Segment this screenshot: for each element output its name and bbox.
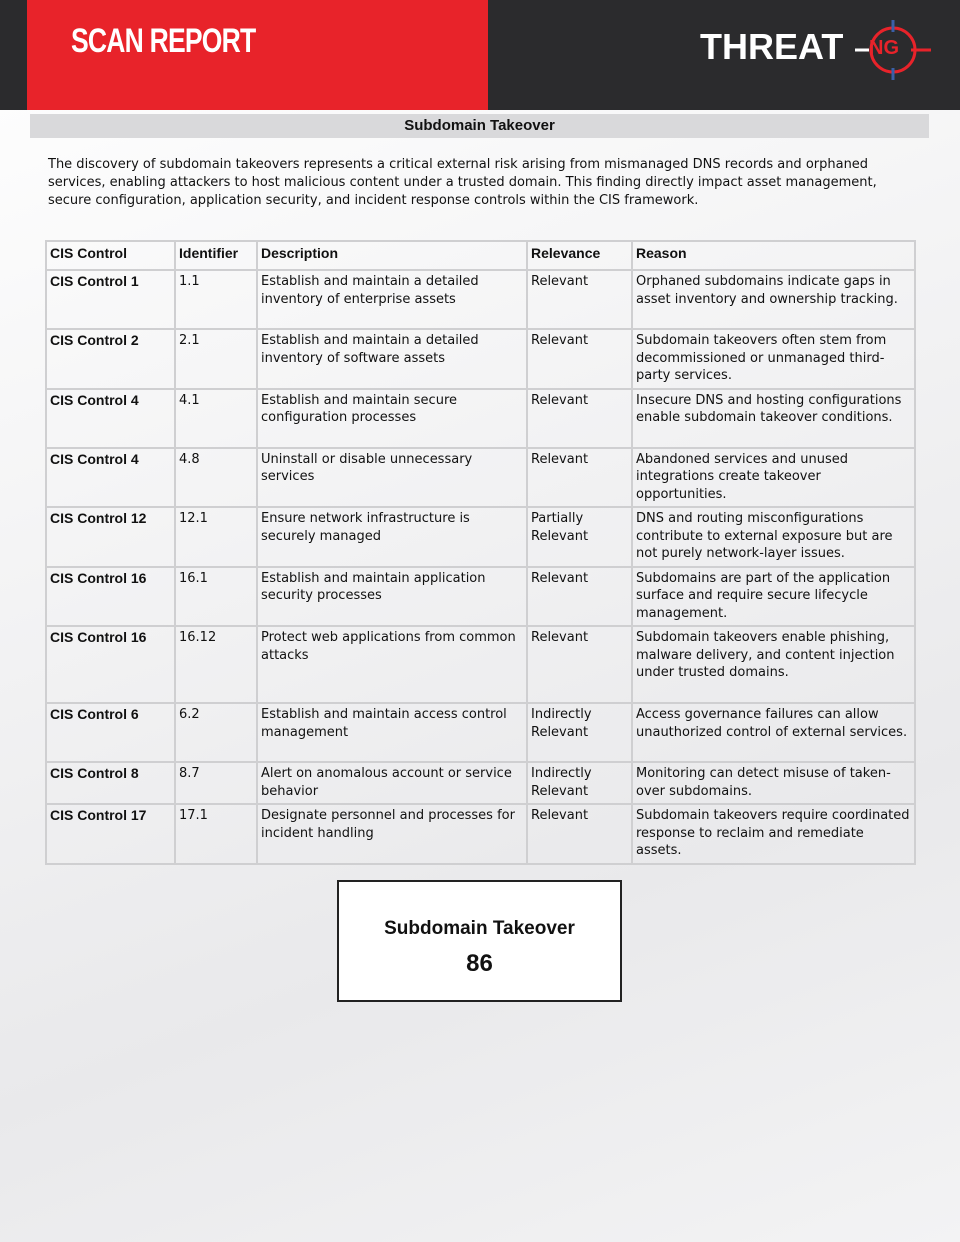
cell-control: CIS Control 16 bbox=[46, 626, 175, 703]
cell-reason: Subdomains are part of the application surface and require secure lifecycle management. bbox=[632, 567, 915, 627]
cell-relevance: Relevant bbox=[527, 448, 632, 508]
cell-description: Protect web applications from common attacks bbox=[257, 626, 527, 703]
cell-identifier: 16.1 bbox=[175, 567, 257, 627]
column-header-cis-control: CIS Control bbox=[46, 241, 175, 270]
cell-identifier: 1.1 bbox=[175, 270, 257, 329]
logo-ng: NG bbox=[869, 37, 899, 59]
cell-description: Establish and maintain a detailed inventory of software assets bbox=[257, 329, 527, 389]
section-title: Subdomain Takeover bbox=[30, 114, 929, 138]
logo-wordmark: THREAT bbox=[700, 26, 844, 67]
cell-identifier: 16.12 bbox=[175, 626, 257, 703]
cell-relevance: Relevant bbox=[527, 804, 632, 864]
table-row bbox=[46, 507, 915, 567]
table-row bbox=[46, 270, 915, 329]
cell-control: CIS Control 2 bbox=[46, 329, 175, 389]
cell-reason: Orphaned subdomains indicate gaps in asset inventory and ownership tracking. bbox=[632, 270, 915, 329]
cell-description: Establish and maintain access control management bbox=[257, 703, 527, 762]
table-row bbox=[46, 626, 915, 703]
cell-reason: Access governance failures can allow unauthorized control of external services. bbox=[632, 703, 915, 762]
column-header-relevance: Relevance bbox=[527, 241, 632, 270]
table-header-row bbox=[46, 241, 915, 270]
table-row bbox=[46, 703, 915, 762]
cell-description: Establish and maintain a detailed inventory of enterprise assets bbox=[257, 270, 527, 329]
cell-reason: Abandoned services and unused integrations create takeover opportunities. bbox=[632, 448, 915, 508]
cell-description: Establish and maintain secure configuration processes bbox=[257, 389, 527, 448]
cell-identifier: 17.1 bbox=[175, 804, 257, 864]
cell-control: CIS Control 16 bbox=[46, 567, 175, 627]
cell-description: Establish and maintain application security processes bbox=[257, 567, 527, 627]
cell-identifier: 12.1 bbox=[175, 507, 257, 567]
cell-control: CIS Control 4 bbox=[46, 389, 175, 448]
cell-relevance: Indirectly Relevant bbox=[527, 703, 632, 762]
table-row bbox=[46, 804, 915, 864]
cell-control: CIS Control 6 bbox=[46, 703, 175, 762]
cell-relevance: Indirectly Relevant bbox=[527, 762, 632, 804]
cell-reason: Subdomain takeovers often stem from decommissioned or unmanaged third-party services. bbox=[632, 329, 915, 389]
cis-controls-table bbox=[45, 240, 916, 865]
cell-relevance: Relevant bbox=[527, 626, 632, 703]
cell-identifier: 6.2 bbox=[175, 703, 257, 762]
cell-relevance: Partially Relevant bbox=[527, 507, 632, 567]
cell-control: CIS Control 8 bbox=[46, 762, 175, 804]
score-card bbox=[337, 880, 622, 1002]
column-header-reason: Reason bbox=[632, 241, 915, 270]
cell-reason: Subdomain takeovers require coordinated response to reclaim and remediate assets. bbox=[632, 804, 915, 864]
cell-identifier: 4.8 bbox=[175, 448, 257, 508]
header-red-panel bbox=[27, 0, 488, 110]
cell-reason: Subdomain takeovers enable phishing, malware delivery, and content injection under trusted domains. bbox=[632, 626, 915, 703]
report-title: SCAN REPORT bbox=[71, 22, 256, 60]
cell-description: Designate personnel and processes for incident handling bbox=[257, 804, 527, 864]
table-row bbox=[46, 448, 915, 508]
threatng-logo bbox=[700, 18, 940, 82]
column-header-description: Description bbox=[257, 241, 527, 270]
table-row bbox=[46, 567, 915, 627]
table-row bbox=[46, 762, 915, 804]
column-header-identifier: Identifier bbox=[175, 241, 257, 270]
cell-description: Uninstall or disable unnecessary services bbox=[257, 448, 527, 508]
score-value: 86 bbox=[466, 950, 493, 977]
cell-reason: DNS and routing misconfigurations contribute to external exposure but are not purely network-layer issues. bbox=[632, 507, 915, 567]
cell-control: CIS Control 1 bbox=[46, 270, 175, 329]
table-row bbox=[46, 389, 915, 448]
table-row bbox=[46, 329, 915, 389]
cell-description: Alert on anomalous account or service behavior bbox=[257, 762, 527, 804]
cell-identifier: 2.1 bbox=[175, 329, 257, 389]
cell-identifier: 4.1 bbox=[175, 389, 257, 448]
cell-relevance: Relevant bbox=[527, 389, 632, 448]
cell-description: Ensure network infrastructure is securely managed bbox=[257, 507, 527, 567]
cell-control: CIS Control 17 bbox=[46, 804, 175, 864]
cell-control: CIS Control 12 bbox=[46, 507, 175, 567]
cell-identifier: 8.7 bbox=[175, 762, 257, 804]
cell-reason: Insecure DNS and hosting configurations enable subdomain takeover conditions. bbox=[632, 389, 915, 448]
cell-relevance: Relevant bbox=[527, 567, 632, 627]
cell-control: CIS Control 4 bbox=[46, 448, 175, 508]
cell-relevance: Relevant bbox=[527, 270, 632, 329]
score-label: Subdomain Takeover bbox=[384, 918, 575, 939]
report-header bbox=[0, 0, 960, 110]
cell-relevance: Relevant bbox=[527, 329, 632, 389]
cell-reason: Monitoring can detect misuse of taken-over subdomains. bbox=[632, 762, 915, 804]
intro-paragraph: The discovery of subdomain takeovers represents a critical external risk arising from mismanaged DNS records and orphaned services, enabling attackers to host malicious content under a trusted domain. This finding directly impact asset management, secure configuration, application security, and incident response controls within the CIS framework. bbox=[48, 157, 877, 208]
